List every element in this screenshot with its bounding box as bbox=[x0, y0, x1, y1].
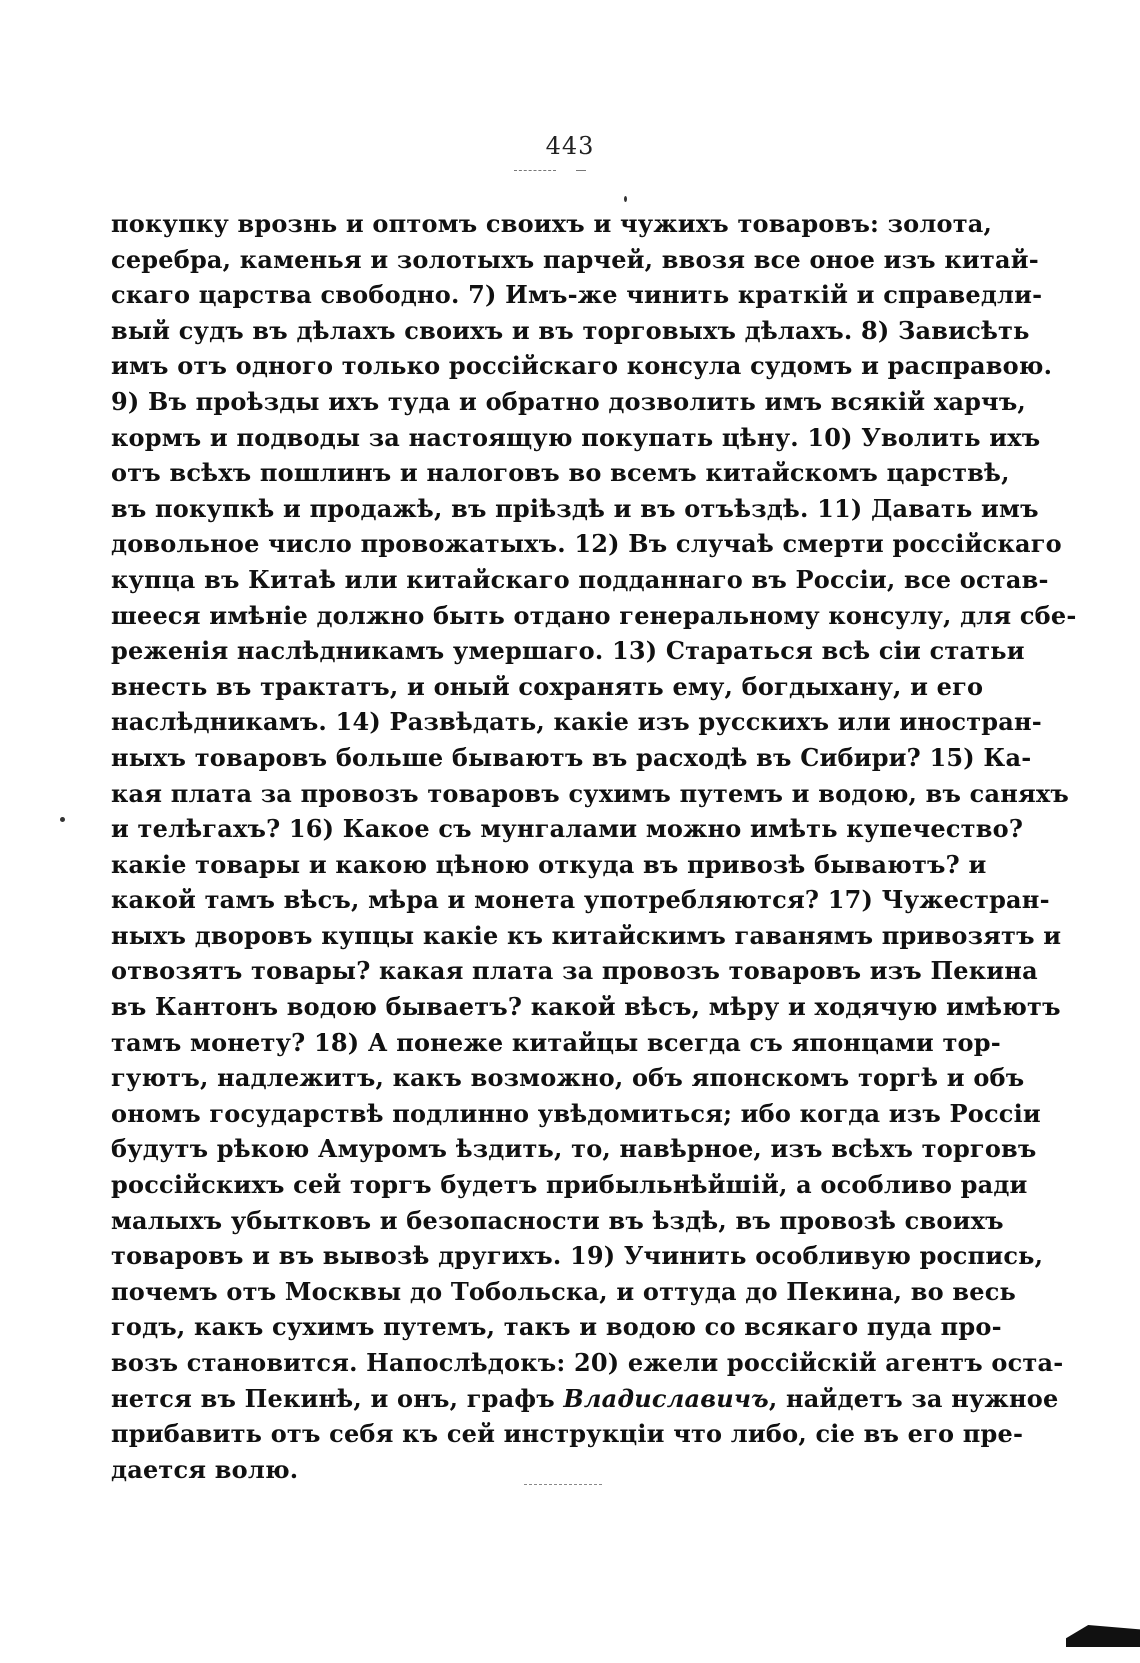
stray-dot-mark bbox=[624, 196, 627, 202]
text-line: возъ становится. Напослѣдокъ: 20) ежели россійскій агентъ оста- bbox=[111, 1348, 1064, 1377]
text-line: купца въ Китаѣ или китайскаго подданнаго въ Россіи, все остав- bbox=[111, 564, 1049, 594]
text-line: въ покупкѣ и продажѣ, въ пріѣздѣ и въ отъѣздѣ. 11) Давать имъ bbox=[111, 493, 1039, 523]
text-line: какіе товары и какою цѣною откуда въ привозѣ бываютъ? и bbox=[111, 849, 987, 879]
body-text bbox=[111, 206, 1077, 1487]
text-line: почемъ отъ Москвы до Тобольска, и оттуда до Пекина, во весь bbox=[111, 1276, 1017, 1306]
page-number: 443 bbox=[545, 132, 595, 160]
text-line: 9) Въ проѣзды ихъ туда и обратно дозволить имъ всякій харчъ, bbox=[111, 386, 1026, 416]
text-line: кормъ и подводы за настоящую покупать цѣну. 10) Уволить ихъ bbox=[111, 422, 1041, 452]
page-number-rule-tail bbox=[576, 170, 586, 171]
text-line: малыхъ убытковъ и безопасности въ ѣздѣ, въ провозѣ своихъ bbox=[111, 1205, 1004, 1235]
text-segment: нется въ Пекинѣ, и онъ, графъ bbox=[111, 1383, 555, 1413]
text-line: годъ, какъ сухимъ путемъ, такъ и водою со всякаго пуда про- bbox=[111, 1312, 1002, 1342]
italic-name: Владиславичъ bbox=[563, 1383, 769, 1413]
page-number-rule bbox=[514, 170, 556, 171]
text-line: и телѣгахъ? 16) Какое съ мунгалами можно имѣть купечество? bbox=[111, 814, 1024, 844]
text-line: серебра, каменья и золотыхъ парчей, ввозя все оное изъ китай- bbox=[111, 244, 1039, 274]
text-line: отъ всѣхъ пошлинъ и налоговъ во всемъ китайскомъ царствѣ, bbox=[111, 458, 1010, 488]
text-line: внесть въ трактатъ, и оный сохранять ему, богдыхану, и его bbox=[111, 671, 984, 701]
text-line: наслѣдникамъ. 14) Развѣдать, какіе изъ русскихъ или иностран- bbox=[111, 707, 1042, 737]
text-line: шееся имѣніе должно быть отдано генеральному консулу, для сбе- bbox=[111, 600, 1077, 630]
text-line: ономъ государствѣ подлинно увѣдомиться; ибо когда изъ Россіи bbox=[111, 1098, 1041, 1128]
text-line: отвозятъ товары? какая плата за провозъ товаровъ изъ Пекина bbox=[111, 956, 1038, 986]
text-line: товаровъ и въ вывозѣ другихъ. 19) Учинить особливую роспись, bbox=[111, 1241, 1044, 1271]
text-line: какой тамъ вѣсъ, мѣра и монета употребляются? 17) Чужестран- bbox=[111, 885, 1050, 915]
end-rule bbox=[524, 1484, 602, 1485]
text-line: вый судъ въ дѣлахъ своихъ и въ торговыхъ дѣлахъ. 8) Зависѣть bbox=[111, 315, 1030, 345]
text-line: въ Кантонъ водою бываетъ? какой вѣсъ, мѣру и ходячую имѣютъ bbox=[111, 992, 1061, 1022]
text-line: скаго царства свободно. 7) Имъ-же чинить краткій и справедли- bbox=[111, 280, 1043, 310]
stray-dot-mark bbox=[60, 817, 65, 822]
text-line: будутъ рѣкою Амуромъ ѣздить, то, навѣрное, изъ всѣхъ торговъ bbox=[111, 1134, 1037, 1164]
text-line: кая плата за провозъ товаровъ сухимъ путемъ и водою, въ саняхъ bbox=[111, 778, 1070, 808]
text-line: довольное число провожатыхъ. 12) Въ случаѣ смерти россійскаго bbox=[111, 529, 1062, 559]
text-line: реженія наслѣдникамъ умершаго. 13) Стараться всѣ сіи статьи bbox=[111, 636, 1025, 666]
text-line: прибавить отъ себя къ сей инструкціи что либо, сіе въ его пре- bbox=[111, 1419, 1024, 1449]
text-line: тамъ монету? 18) А понеже китайцы всегда съ японцами тор- bbox=[111, 1027, 1001, 1057]
text-line-with-italic bbox=[111, 1381, 1059, 1417]
text-line: ныхъ дворовъ купцы какіе къ китайскимъ гаванямъ привозятъ и bbox=[111, 920, 1062, 950]
corner-scan-artifact bbox=[1066, 1625, 1140, 1647]
text-line: ныхъ товаровъ больше бываютъ въ расходѣ въ Сибири? 15) Ка- bbox=[111, 742, 1032, 772]
text-line-last: дается волю. bbox=[111, 1454, 299, 1484]
text-line: россійскихъ сей торгъ будетъ прибыльнѣйшій, а особливо ради bbox=[111, 1170, 1028, 1200]
text-line: имъ отъ одного только россійскаго консула судомъ и расправою. bbox=[111, 351, 1053, 381]
text-segment: , найдетъ за нужное bbox=[768, 1383, 1059, 1413]
text-line: гуютъ, надлежитъ, какъ возможно, объ японскомъ торгѣ и объ bbox=[111, 1063, 1025, 1093]
text-line: покупку врознь и оптомъ своихъ и чужихъ товаровъ: золота, bbox=[111, 209, 993, 238]
